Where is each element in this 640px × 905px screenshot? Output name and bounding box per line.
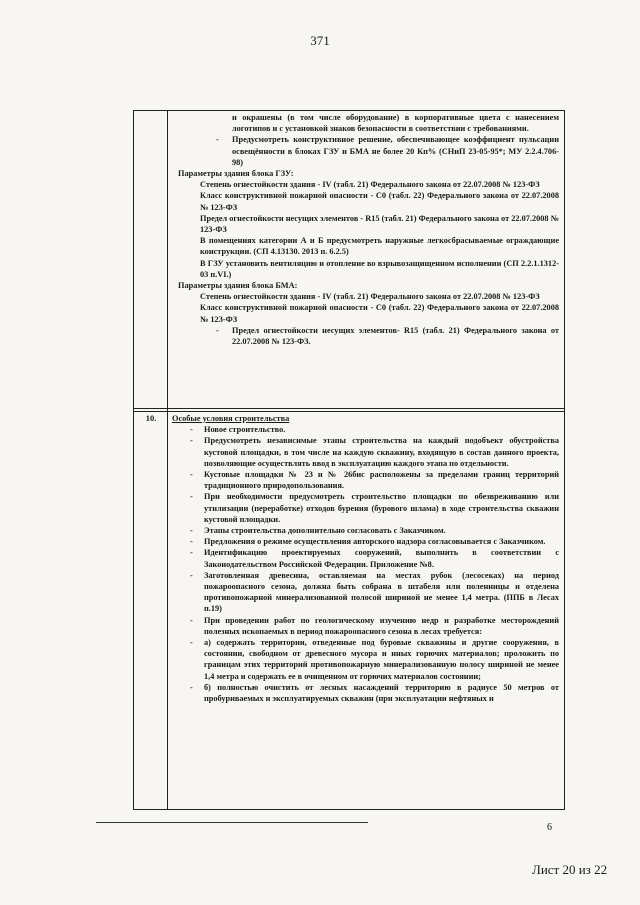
upper-line: Класс конструктивной пожарной опасности - С0 (табл. 22) Федерального закона от 22.07.2008 № 123-ФЗ (200, 191, 559, 212)
upper-line: Степень огнестойкости здания - IV (табл. 21) Федерального закона от 22.07.2008 № 123-ФЗ (200, 180, 540, 190)
conditions-table (133, 110, 565, 810)
lower-line: - Идентификацию проектируемых сооружений, выполнить в соответствии с Законодательством Российской Федерации. Приложение №8. (172, 547, 559, 569)
upper-line: - Предусмотреть конструктивное решение, обеспечивающее коэффициент пульсации освещённости в блоках ГЗУ и БМА не более 20 Кп% (СНиП 23-05-95*; МУ 2.2.4.706-98) (172, 134, 559, 168)
page-number-top: 371 (310, 33, 330, 48)
lower-cell-content (172, 413, 559, 704)
lower-cell-lines (172, 424, 559, 704)
row-number: 10. (145, 413, 157, 423)
number-column-divider (167, 110, 168, 809)
upper-line: - Предел огнестойкости несущих элементов- R15 (табл. 21) Федерального закона от 22.07.2008 № 123-ФЗ. (172, 325, 559, 347)
row-divider-double (134, 411, 564, 412)
lower-line: - Предложения о режиме осуществления авторского надзора согласовывается с Заказчиком. (172, 536, 559, 547)
lower-line: - Предусмотреть независимые этапы строительства на каждый подобъект обустройства кустовой площадки, в том числе на каждую скважину, входящую в состав данного проекта, позволяющие осуществлять ввод в эксплуатацию каждого этапа по отдельности. (172, 435, 559, 469)
upper-line: Класс конструктивной пожарной опасности - С0 (табл. 22) Федерального закона от 22.07.2008 № 123-ФЗ (200, 303, 559, 324)
lower-line: - а) содержать территории, отведенные под буровые скважины и другие сооружения, в состоянии, свободном от древесного мусора и иных горючих материалов; проложить по границам этих территорий противопожарную минерализованную полосу шириной не менее 1,4 метра и содержать ее в очищенном от горючих материалов состоянии; (172, 637, 559, 682)
footnote-separator (96, 822, 368, 823)
section-title: Особые условия строительства (172, 414, 290, 423)
upper-line: Предел огнестойкости несущих элементов - R15 (табл. 21) Федерального закона от 22.07.2008 № 123-ФЗ (200, 213, 559, 235)
lower-line: - Новое строительство. (172, 424, 559, 435)
row-divider (134, 408, 564, 409)
upper-line: В ГЗУ установить вентиляцию и отопление во взрывозащищенном исполнении (СП 2.2.1.1312-03 п.VI.) (200, 258, 559, 279)
upper-line: Параметры здания блока БМА: (178, 281, 298, 291)
upper-line: Параметры здания блока ГЗУ: (178, 169, 294, 179)
upper-cell-content (172, 112, 559, 347)
upper-line: и окрашены (в том числе оборудование) в корпоративные цвета с нанесением логотипов и с установкой знаков безопасности в соответствии с требованиями. (232, 113, 559, 134)
lower-line: - Заготовленная древесина, оставляемая на местах рубок (лесосеках) на период пожароопасного сезона, должна быть собрана в штабеля или поленницы и отделена противопожарной минерализованной полосой шириной не менее 1,4 метра. (ППБ в Лесах п.19) (172, 570, 559, 615)
lower-line: - При необходимости предусмотреть строительство площадки по обезвреживанию или утилизации (переработке) отходов бурения (бурового шлама) в ходе строительства скважин кустовой площадки. (172, 491, 559, 525)
lower-line: - Кустовые площадки № 23 и № 26бис расположены за пределами границ территорий традиционного природопользования. (172, 469, 559, 491)
lower-line: - При проведении работ по геологическому изучению недр и разработке месторождений полезных ископаемых в период пожароопасного сезона в лесах требуется: (172, 615, 559, 637)
lower-line: - б) полностью очистить от лесных насаждений территорию в радиусе 50 метров от пробуриваемых и эксплуатируемых скважин (при эксплуатации нефтяных и (172, 682, 559, 704)
upper-line: Степень огнестойкости здания - IV (табл. 21) Федерального закона от 22.07.2008 № 123-ФЗ (200, 292, 540, 302)
upper-line: В помещениях категории А и Б предусмотреть наружные легкосбрасываемые ограждающие конструкции. (СП 4.13130. 2013 п. 6.2.5) (200, 236, 559, 257)
lower-line: - Этапы строительства дополнительно согласовать с Заказчиком. (172, 525, 559, 536)
doc-page-number: 6 (547, 822, 552, 833)
sheet-label: Лист 20 из 22 (532, 862, 608, 877)
